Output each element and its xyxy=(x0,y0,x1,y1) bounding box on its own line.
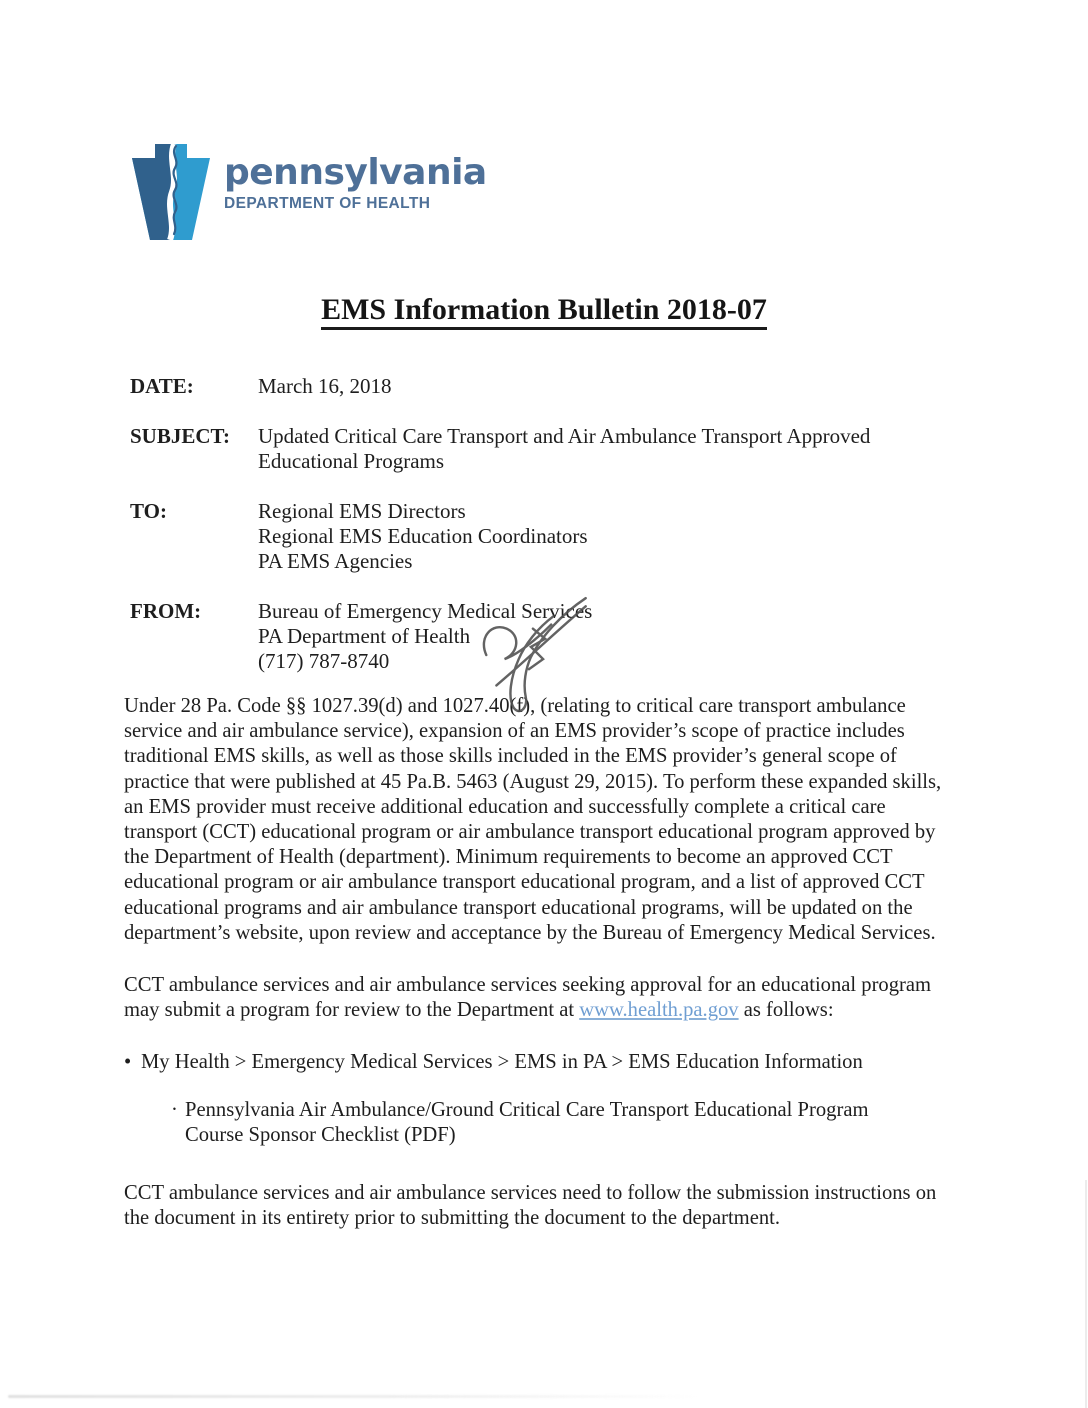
bullet-marker: • xyxy=(124,1051,132,1074)
logo-org-name: pennsylvania xyxy=(224,152,487,193)
subject-value: Updated Critical Care Transport and Air Ambulance Transport Approved Educational Programs xyxy=(258,424,871,473)
letter-body xyxy=(124,694,962,1231)
from-value: Bureau of Emergency Medical Services PA Department of Health (717) 787-8740 xyxy=(258,599,593,673)
logo-dept-name: DEPARTMENT OF HEALTH xyxy=(224,195,431,212)
to-value: Regional EMS Directors Regional EMS Education Coordinators PA EMS Agencies xyxy=(258,499,588,573)
handwritten-signature xyxy=(472,584,604,726)
keystone-caduceus-icon xyxy=(130,142,212,242)
meta-row-date xyxy=(130,374,960,399)
nav-path-bullet xyxy=(124,1050,962,1075)
paragraph-submission-after: as follows: xyxy=(738,999,834,1022)
nav-path-text: My Health > Emergency Medical Services > EMS in PA > EMS Education Information xyxy=(141,1051,863,1074)
date-label: DATE: xyxy=(130,374,194,398)
paragraph-regulation: Under 28 Pa. Code §§ 1027.39(d) and 1027.40(f), (relating to critical care transport ambulance service and air ambulance service), expansion of an EMS provider’s scope of practice includes traditional EMS skills, as well as those skills included in the EMS provider’s general scope of practice that were published at 45 Pa.B. 5463 (August 29, 2015). To perform these expanded skills, an EMS provider must receive additional education and successfully complete a critical care transport (CCT) educational program or air ambulance transport educational program approved by the Department of Health (department). Minimum requirements to become an approved CCT educational program or air ambulance transport educational program, and a list of approved CCT educational programs and air ambulance transport educational programs, will be updated on the department’s website, upon review and acceptance by the Bureau of Emergency Medical Services. xyxy=(124,695,942,944)
meta-row-to xyxy=(130,499,960,574)
paragraph-submission-before: CCT ambulance services and air ambulance services seeking approval for an educational program may submit a program for review to the Department at xyxy=(124,974,932,1022)
subject-label: SUBJECT: xyxy=(130,424,230,448)
paragraph-submission xyxy=(124,973,962,1023)
checklist-text: Pennsylvania Air Ambulance/Ground Critical Care Transport Educational Program Course Sponsor Checklist (PDF) xyxy=(185,1098,869,1146)
scan-artifact-right-edge xyxy=(1085,1180,1087,1408)
from-label: FROM: xyxy=(130,599,202,623)
paragraph-instructions: CCT ambulance services and air ambulance services need to follow the submission instructions on the document in its entirety prior to submitting the document to the department. xyxy=(124,1182,937,1230)
health-pa-gov-link[interactable]: www.health.pa.gov xyxy=(579,999,739,1022)
date-value: March 16, 2018 xyxy=(258,374,392,398)
to-label: TO: xyxy=(130,499,167,523)
checklist-bullet xyxy=(171,1098,962,1148)
scan-artifact-bottom-line xyxy=(8,1395,700,1398)
meta-row-subject xyxy=(130,424,960,474)
logo-wordmark xyxy=(224,142,487,213)
pa-doh-logo xyxy=(130,142,487,242)
sub-bullet-marker: · xyxy=(171,1098,178,1121)
page-title: EMS Information Bulletin 2018-07 xyxy=(0,293,1088,327)
